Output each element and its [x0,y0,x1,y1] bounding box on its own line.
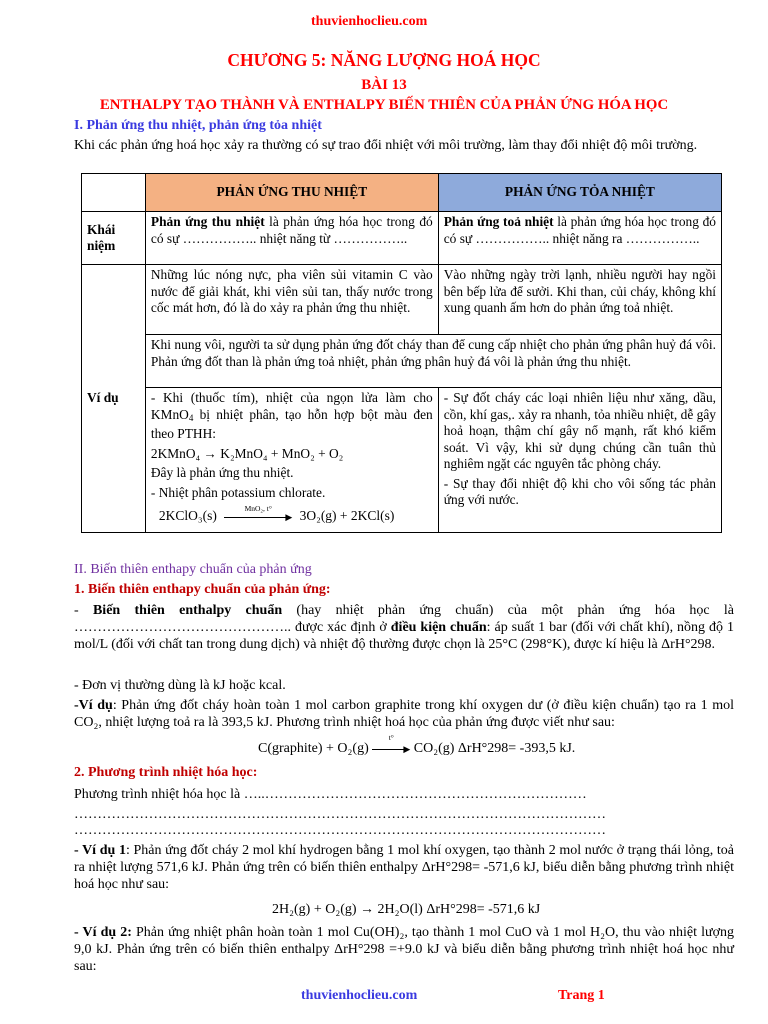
lime-example: - Sự thay đổi nhiệt độ khi cho vôi sống tác phản ứng với nước. [443,475,716,507]
reaction-arrow: t° ▶ [372,742,410,756]
blank-line-1: …………………………………………………………………………………………………… [74,807,606,822]
section2-sub1: 1. Biến thiên enthapy chuẩn của phản ứng: [74,582,331,597]
page-number: Trang 1 [558,988,605,1003]
footer-site: thuvienhoclieu.com [301,988,418,1003]
comparison-table [81,173,722,533]
concept-endo-text: là phản ứng hóa học trong đó có sự …………….. nhiệt năng từ …………….. [150,214,433,246]
standard-enthalpy-definition: - Biến thiên enthalpy chuẩn (hay nhiệt phản ứng chuẩn) của một phản ứng hóa học là ……………………………………….. được xác định ở điều kiện chuẩn: áp suất 1 bar (đối với chất khí), nồng độ 1 mol/L (đối với chất tan trong dung dịch) và nhiệt độ thường được chọn là 25°C (298°K), được kí hiệu là ΔrH°298. [74,603,734,652]
lesson-title: BÀI 13 [361,77,407,93]
concept-exothermic [438,212,721,265]
header-endothermic: PHẢN ỨNG THU NHIỆT [145,174,438,212]
section2-heading: II. Biến thiên enthapy chuẩn của phản ứng [74,562,312,577]
endothermic-note: Đây là phản ứng thu nhiệt. [150,465,294,480]
example3-endothermic [145,388,438,533]
blank-line-2: …………………………………………………………………………………………………… [74,823,606,838]
example3-exothermic [438,388,721,533]
reaction-arrow: MnO₂, t° ▶ [224,510,292,524]
carbon-example: -Ví dụ: Phản ứng đốt cháy hoàn toàn 1 mol carbon graphite trong khí oxygen dư (ở điều kiện chuẩn) tạo ra 1 mol CO₂, nhiệt lượng toả ra là 393,5 kJ. Phương trình nhiệt hoá học của phản ứng được viết như sau: [74,698,735,730]
section2-sub2: 2. Phương trình nhiệt hóa học: [74,765,258,780]
example1-endothermic: Những lúc nóng nực, pha viên sủi vitamin C vào nước để giải khát, khi viên sủi tan, thấy nước trong cốc mát hơn, đó là do xảy ra phản ứng thu nhiệt. [145,265,438,335]
header-site: thuvienhoclieu.com [311,14,428,29]
example1-exothermic: Vào những ngày trời lạnh, nhiều người hay ngồi bên bếp lửa để sưởi. Khi than, củi cháy, không khí xung quanh ấm hơn do phản ứng toả nhiệt. [438,265,721,335]
header-exothermic: PHẢN ỨNG TỎA NHIỆT [438,174,721,212]
hydrogen-equation: 2H₂(g) + O₂(g) → 2H₂O(l) ΔrH°298= -571,6 kJ [272,902,541,917]
kmno4-equation: 2KMnO₄ → K₂MnO₄ + MnO₂ + O₂ [150,445,344,461]
row-label-concept: Khái niệm [82,212,146,265]
kclo3-equation: 2KClO₃(s) MnO₂, t° ▶ 3O₂(g) + 2KCl(s) [158,503,395,523]
fuel-example: - Sự đốt cháy các loại nhiên liệu như xăng, dầu, cồn, khí gas,. xảy ra nhanh, tỏa nhiều nhiệt, dễ gây hoả hoạn, thậm chí gây nổ mạnh, rất khó kiểm soát. Vì vậy, khi sử dụng chúng cần tuân thủ nghiêm ngặt các nguyên tắc phòng cháy. [443,390,716,471]
chapter-title: CHƯƠNG 5: NĂNG LƯỢNG HOÁ HỌC [227,50,541,70]
kmno4-text: - Khi (thuốc tím), nhiệt của ngọn lửa làm cho KMnO$_4$ bị nhiệt phân, tạo hỗn hợp bột màu đen theo PTHH: [150,390,433,441]
concept-exo-term: Phản ứng toả nhiệt [443,214,554,229]
concept-endo-term: Phản ứng thu nhiệt [150,214,265,229]
carbon-equation: C(graphite) + O₂(g) t° ▶ CO₂(g) ΔrH°298= -393,5 kJ. [258,732,576,756]
delta-h-symbol: ΔrH°298 [661,637,712,652]
section1-intro: Khi các phản ứng hoá học xảy ra thường có sự trao đổi nhiệt với môi trường, làm thay đổi nhiệt độ môi trường. [74,138,698,153]
example1-hydrogen: - Ví dụ 1: Phản ứng đốt cháy 2 mol khí hydrogen bằng 1 mol khí oxygen, tạo thành 2 mol nước ở trạng thái lỏng, toả ra nhiệt lượng 571,6 kJ. Phản ứng trên có biến thiên enthalpy ΔrH°298= -571,6 kJ, biểu diễn bằng phương trình nhiệt hoá học như sau: [74,843,734,892]
example2-merged: Khi nung vôi, người ta sử dụng phản ứng đốt cháy than để cung cấp nhiệt cho phản ứng phân huỷ đá vôi. Phản ứng đốt than là phản ứng toả nhiệt, phản ứng phân huỷ đá vôi là phản ứng thu nhiệt. [145,335,721,388]
concept-exo-text: là phản ứng hóa học trong đó có sự …………….. nhiệt năng ra …………….. [443,214,717,246]
lesson-subtitle: ENTHALPY TẠO THÀNH VÀ ENTHALPY BIẾN THIÊN CỦA PHẢN ỨNG HÓA HỌC [99,97,669,113]
thermochemical-definition: Phương trình nhiệt hóa học là …..…………………………………………………………… [74,787,587,802]
row-label-example: Ví dụ [82,265,146,533]
example2-copper: - Ví dụ 2: Phản ứng nhiệt phân hoàn toàn 1 mol Cu(OH)₂, tạo thành 1 mol CuO và 1 mol H₂O, thu vào nhiệt lượng 9,0 kJ. Phản ứng trên có biến thiên enthalpy ΔrH°298 =+9.0 kJ và biểu diễn bằng phương trình nhiệt hoá học như sau: [74,925,734,974]
unit-line: - Đơn vị thường dùng là kJ hoặc kcal. [74,678,286,693]
section1-heading: I. Phản ứng thu nhiệt, phản ứng tỏa nhiệt [74,118,322,133]
table-corner [82,174,146,212]
kclo3-label: - Nhiệt phân potassium chlorate. [150,484,326,500]
concept-endothermic [145,212,438,265]
